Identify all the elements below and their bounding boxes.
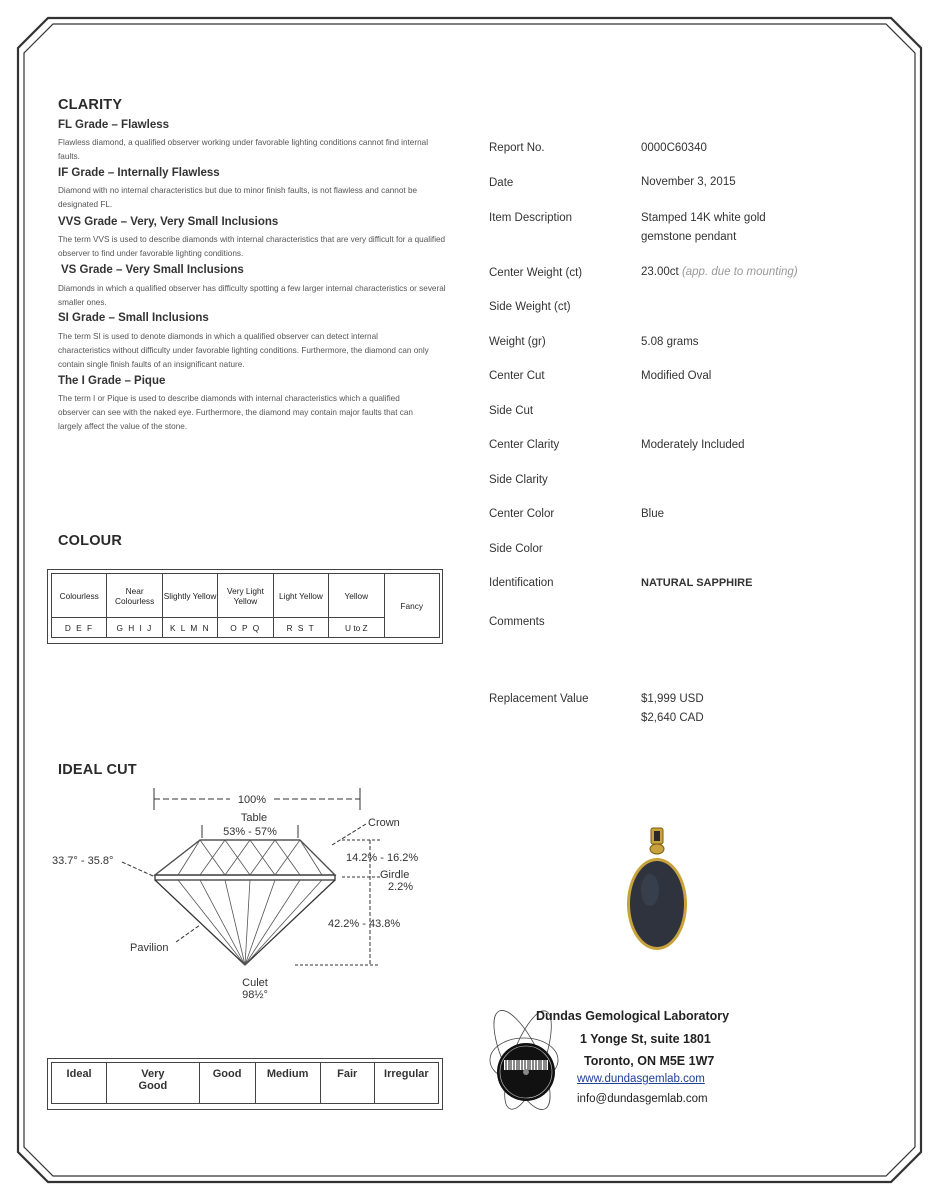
- report-field-label: Center Cut: [489, 370, 545, 382]
- colour-column-name: Yellow: [329, 574, 384, 618]
- colour-column-name: Very Light Yellow: [218, 574, 273, 618]
- clarity-grade-description: Diamond with no internal characteristics but due to minor finish faults, is not flawless and cannot be designated FL.: [58, 186, 418, 209]
- colour-title: COLOUR: [58, 533, 123, 549]
- clarity-grade-heading: The I Grade – Pique: [58, 375, 166, 387]
- diamond-proportions-diagram: [50, 780, 450, 1005]
- report-field-label: Replacement Value: [489, 693, 589, 705]
- report-number-value: 0000C60340: [641, 142, 707, 154]
- colour-column-name: Colourless: [52, 574, 107, 618]
- report-field-label: Center Weight (ct): [489, 267, 583, 279]
- cut-grade-cell: Medium: [255, 1063, 320, 1104]
- table-title-label: Table: [240, 812, 268, 824]
- lab-address-line1: 1 Yonge St, suite 1801: [580, 1032, 711, 1046]
- clarity-grade-description: The term I or Pique is used to describe diamonds with internal characteristics which a qualified observer can see with the naked eye. Furthermore, the diamond may contain major faults that can largely affect the value of the stone.: [58, 394, 413, 431]
- colour-grade-table: [51, 573, 440, 638]
- cut-grade-table: [51, 1062, 439, 1104]
- colour-grade-letters: D E F: [52, 618, 107, 638]
- pavilion-label: Pavilion: [130, 942, 169, 954]
- crown-label: Crown: [368, 817, 400, 829]
- clarity-grade-heading: FL Grade – Flawless: [58, 119, 170, 131]
- item-description-value-line2: gemstone pendant: [641, 231, 737, 243]
- lab-name: Dundas Gemological Laboratory: [536, 1009, 730, 1023]
- report-field-label: Side Color: [489, 543, 543, 555]
- colour-grade-letters: R S T: [273, 618, 328, 638]
- report-field-label: Center Color: [489, 508, 555, 520]
- center-cut-value: Modified Oval: [641, 370, 712, 382]
- report-field-label: Center Clarity: [489, 439, 560, 451]
- report-field-label: Comments: [489, 616, 545, 628]
- report-field-label: Report No.: [489, 142, 545, 154]
- girdle-percent-label: 2.2%: [388, 881, 414, 893]
- clarity-title: CLARITY: [58, 97, 123, 113]
- crown-angle-label: 33.7° - 35.8°: [52, 855, 114, 867]
- table-percent-label: 53% - 57%: [223, 826, 277, 838]
- report-field-label: Date: [489, 177, 514, 189]
- identification-value: NATURAL SAPPHIRE: [641, 577, 753, 589]
- replacement-value-usd: $1,999 USD: [641, 693, 704, 705]
- cut-grade-cell: Irregular: [374, 1063, 438, 1104]
- colour-grade-letters: U to Z: [329, 618, 384, 638]
- clarity-grade-heading: SI Grade – Small Inclusions: [58, 312, 209, 324]
- colour-grade-letters: K L M N: [162, 618, 217, 638]
- clarity-grade-description: The term VVS is used to describe diamonds with internal characteristics that are very difficult for a qualified observer to find under favorable lighting conditions.: [58, 235, 446, 258]
- colour-column-name: Slightly Yellow: [162, 574, 217, 618]
- center-clarity-value: Moderately Included: [641, 439, 745, 451]
- report-date-value: November 3, 2015: [641, 176, 736, 188]
- cut-grade-cell: Ideal: [52, 1063, 107, 1104]
- culet-label: Culet: [242, 977, 268, 989]
- cut-grade-cell: Very Good: [107, 1063, 199, 1104]
- center-weight-amount: 23.00ct: [641, 266, 679, 278]
- pendant-photo: [620, 826, 695, 966]
- report-field-label: Side Clarity: [489, 474, 548, 486]
- colour-column-name: Near Colourless: [107, 574, 162, 618]
- clarity-grade-description: The term SI is used to denote diamonds in which a qualified observer can detect internal characteristics without difficulty under favorable lighting conditions. Furthermore, the diamond can only contain single finish faults of an insignificant nature.: [58, 332, 429, 369]
- pavilion-depth-label: 42.2% - 43.8%: [328, 918, 401, 930]
- cut-grade-cell: Good: [199, 1063, 255, 1104]
- item-description-value: Stamped 14K white gold: [641, 212, 766, 224]
- weight-grams-value: 5.08 grams: [641, 336, 699, 348]
- colour-grade-letters: G H I J: [107, 618, 162, 638]
- colour-fancy-cell: Fancy: [384, 574, 439, 638]
- clarity-grade-heading: VS Grade – Very Small Inclusions: [61, 264, 244, 276]
- report-field-label: Item Description: [489, 212, 573, 224]
- cut-grade-cell: Fair: [320, 1063, 374, 1104]
- report-field-label: Identification: [489, 577, 554, 589]
- colour-column-name: Light Yellow: [273, 574, 328, 618]
- report-field-label: Weight (gr): [489, 336, 546, 348]
- colour-grade-letters: O P Q: [218, 618, 273, 638]
- lab-email[interactable]: info@dundasgemlab.com: [577, 1093, 708, 1105]
- center-weight-value: [641, 266, 798, 278]
- report-field-label: Side Cut: [489, 405, 534, 417]
- total-width-label: 100%: [237, 794, 267, 806]
- clarity-grade-description: Diamonds in which a qualified observer has difficulty spotting a few larger internal characteristics or several smaller ones.: [58, 284, 446, 307]
- center-color-value: Blue: [641, 508, 665, 520]
- clarity-grade-heading: IF Grade – Internally Flawless: [58, 167, 220, 179]
- replacement-value-cad: $2,640 CAD: [641, 712, 704, 724]
- ideal-cut-title: IDEAL CUT: [58, 762, 137, 778]
- girdle-label: Girdle: [380, 869, 410, 881]
- center-weight-note: (app. due to mounting): [681, 266, 798, 278]
- lab-website-link[interactable]: www.dundasgemlab.com: [577, 1073, 705, 1085]
- crown-height-label: 14.2% - 16.2%: [346, 852, 419, 864]
- culet-angle-label: 98½°: [242, 989, 268, 1001]
- clarity-grade-description: Flawless diamond, a qualified observer working under favorable lighting conditions cannot find internal faults.: [58, 138, 429, 161]
- report-field-label: Side Weight (ct): [489, 301, 571, 313]
- clarity-grade-heading: VVS Grade – Very, Very Small Inclusions: [58, 216, 279, 228]
- lab-address-line2: Toronto, ON M5E 1W7: [584, 1054, 715, 1068]
